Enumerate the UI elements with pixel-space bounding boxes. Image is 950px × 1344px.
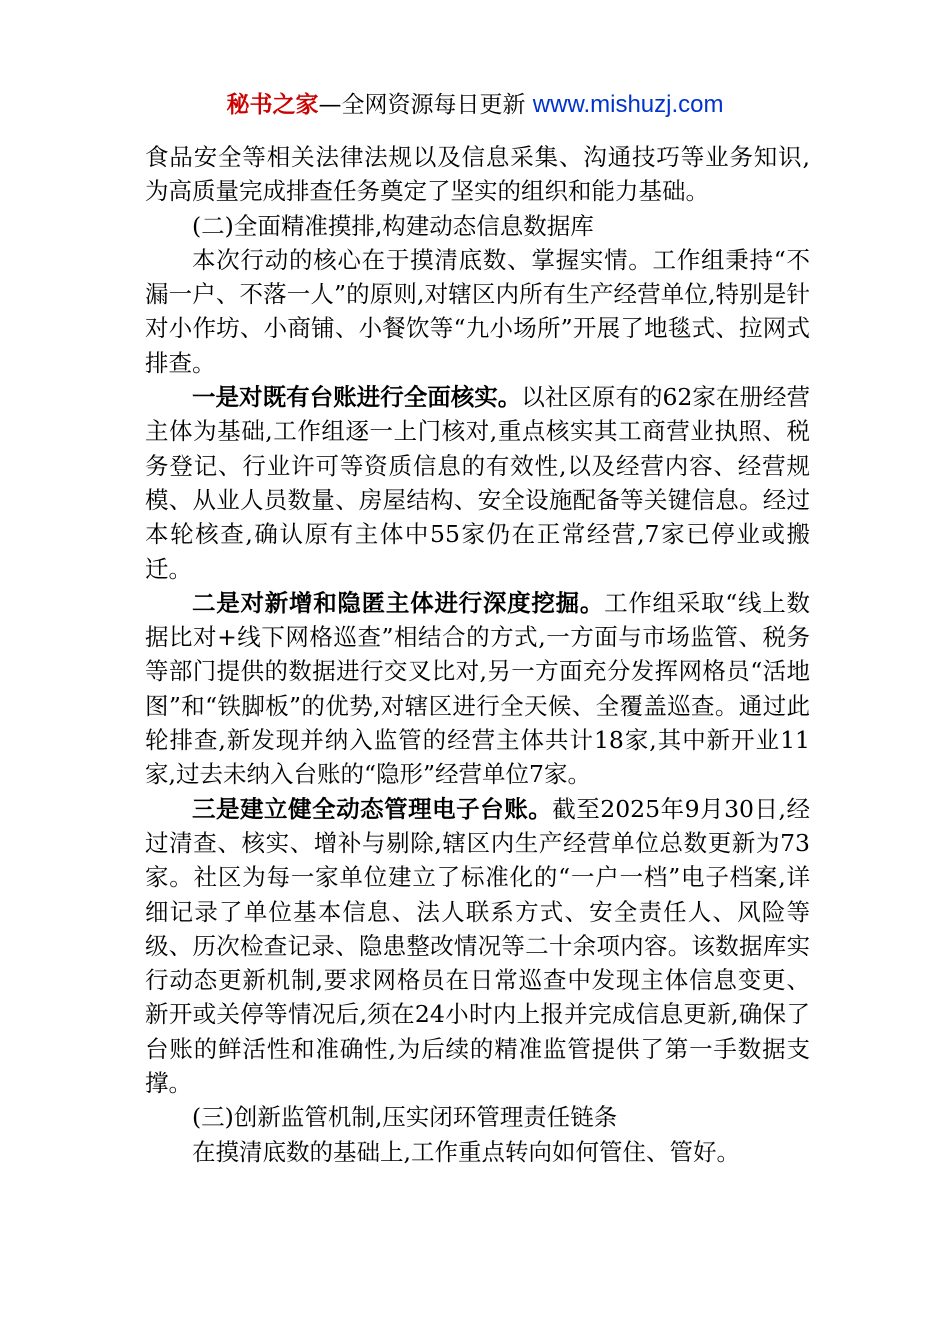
section-heading bbox=[145, 1100, 810, 1134]
paragraph-text: 工作组采取“线上数据比对+线下网格巡查”相结合的方式,一方面与市场监管、税务等部门提供的数据进行交叉比对,另一方面充分发挥网格员“活地图”和“铁脚板”的优势,对辖区进行全天候、全覆盖巡查。通过此轮排查,新发现并纳入监管的经营主体共计18家,其中新开业11家,过去未纳入台账的“隐形”经营单位7家。 bbox=[145, 588, 811, 789]
paragraph-lead: 一是对既有台账进行全面核实。 bbox=[192, 383, 522, 412]
site-brand: 秘书之家 bbox=[226, 92, 319, 118]
paragraph bbox=[145, 140, 810, 209]
page-header bbox=[0, 88, 950, 122]
document-body bbox=[145, 140, 810, 1169]
paragraph-text: 截至2025年9月30日,经过清查、核实、增补与剔除,辖区内生产经营单位总数更新为73家。社区为每一家单位建立了标准化的“一户一档”电子档案,详细记录了单位基本信息、法人联系方式、安全责任人、风险等级、历次检查记录、隐患整改情况等二十余项内容。该数据库实行动态更新机制,要求网格员在日常巡查中发现主体信息变更、新开或关停等情况后,须在24小时内上报并完成信息更新,确保了台账的鲜活性和准确性,为后续的精准监管提供了第一手数据支撑。 bbox=[145, 794, 810, 1098]
paragraph-lead: 三是建立健全动态管理电子台账。 bbox=[192, 794, 553, 823]
paragraph bbox=[145, 586, 810, 792]
site-url[interactable]: www.mishuzj.com bbox=[532, 91, 724, 118]
paragraph bbox=[145, 380, 810, 586]
section-heading bbox=[145, 209, 810, 243]
paragraph-text: 本次行动的核心在于摸清底数、掌握实情。工作组秉持“不漏一户、不落一人”的原则,对辖区内所有生产经营单位,特别是针对小作坊、小商铺、小餐饮等“九小场所”开展了地毯式、拉网式排查。 bbox=[145, 245, 810, 377]
paragraph bbox=[145, 243, 810, 380]
paragraph-text: 食品安全等相关法律法规以及信息采集、沟通技巧等业务知识,为高质量完成排查任务奠定了坚实的组织和能力基础。 bbox=[145, 143, 810, 206]
paragraph-text: 以社区原有的62家在册经营主体为基础,工作组逐一上门核对,重点核实其工商营业执照、税务登记、行业许可等资质信息的有效性,以及经营内容、经营规模、从业人员数量、房屋结构、安全设施配备等关键信息。经过本轮核查,确认原有主体中55家仍在正常经营,7家已停业或搬迁。 bbox=[145, 383, 811, 583]
paragraph-lead: 二是对新增和隐匿主体进行深度挖掘。 bbox=[192, 588, 605, 617]
paragraph-text: (三)创新监管机制,压实闭环管理责任链条 bbox=[192, 1103, 618, 1132]
paragraph bbox=[145, 792, 810, 1101]
paragraph-text: 在摸清底数的基础上,工作重点转向如何管住、管好。 bbox=[192, 1137, 740, 1166]
paragraph bbox=[145, 1135, 810, 1169]
site-slogan: —全网资源每日更新 bbox=[318, 92, 526, 118]
paragraph-text: (二)全面精准摸排,构建动态信息数据库 bbox=[192, 211, 594, 240]
